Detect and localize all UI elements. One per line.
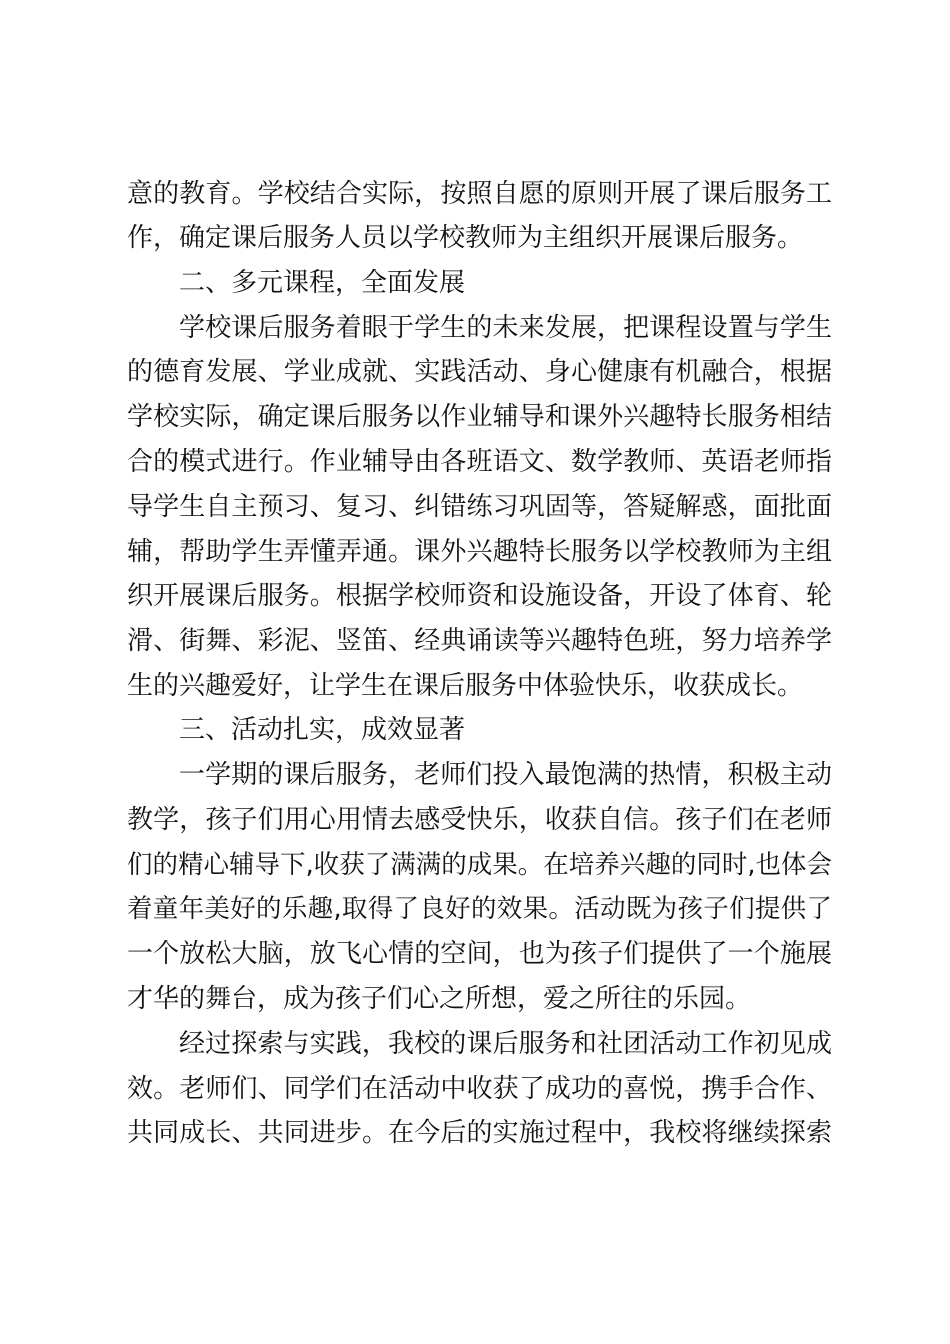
body-text-line: 辅，帮助学生弄懂弄通。课外兴趣特长服务以学校教师为主组 [127,537,832,567]
body-text-line: 才华的舞台，成为孩子们心之所想，爱之所往的乐园。 [127,984,752,1014]
body-text-line: 生的兴趣爱好，让学生在课后服务中体验快乐，收获成长。 [127,671,804,701]
body-text-line: 教学，孩子们用心用情去感受快乐，收获自信。孩子们在老师 [127,805,832,835]
body-text-line: 一学期的课后服务，老师们投入最饱满的热情，积极主动 [179,760,832,790]
section-heading: 二、多元课程，全面发展 [179,268,466,298]
body-text-line: 滑、街舞、彩泥、竖笛、经典诵读等兴趣特色班，努力培养学 [127,626,832,656]
body-text-line: 的德育发展、学业成就、实践活动、身心健康有机融合，根据 [127,357,832,387]
body-text-line: 合的模式进行。作业辅导由各班语文、数学教师、英语老师指 [127,447,832,477]
body-text-line: 织开展课后服务。根据学校师资和设施设备，开设了体育、轮 [127,581,832,611]
body-text-line: 们的精心辅导下,收获了满满的成果。在培养兴趣的同时,也体会 [127,850,832,880]
body-text-line: 一个放松大脑，放飞心情的空间，也为孩子们提供了一个施展 [127,939,832,969]
body-text-line: 经过探索与实践，我校的课后服务和社团活动工作初见成 [179,1029,832,1059]
body-text-line: 作，确定课后服务人员以学校教师为主组织开展课后服务。 [127,223,804,253]
body-text-line: 共同成长、共同进步。在今后的实施过程中，我校将继续探索 [127,1118,832,1148]
body-text-line: 效。老师们、同学们在活动中收获了成功的喜悦，携手合作、 [127,1074,832,1104]
body-text-line: 意的教育。学校结合实际，按照自愿的原则开展了课后服务工 [127,179,832,209]
section-heading: 三、活动扎实，成效显著 [179,715,466,745]
body-text-line: 学校实际，确定课后服务以作业辅导和课外兴趣特长服务相结 [127,402,832,432]
body-text-line: 学校课后服务着眼于学生的未来发展，把课程设置与学生 [179,313,832,343]
body-text-line: 导学生自主预习、复习、纠错练习巩固等，答疑解惑，面批面 [127,492,832,522]
body-text-line: 着童年美好的乐趣,取得了良好的效果。活动既为孩子们提供了 [127,894,832,924]
